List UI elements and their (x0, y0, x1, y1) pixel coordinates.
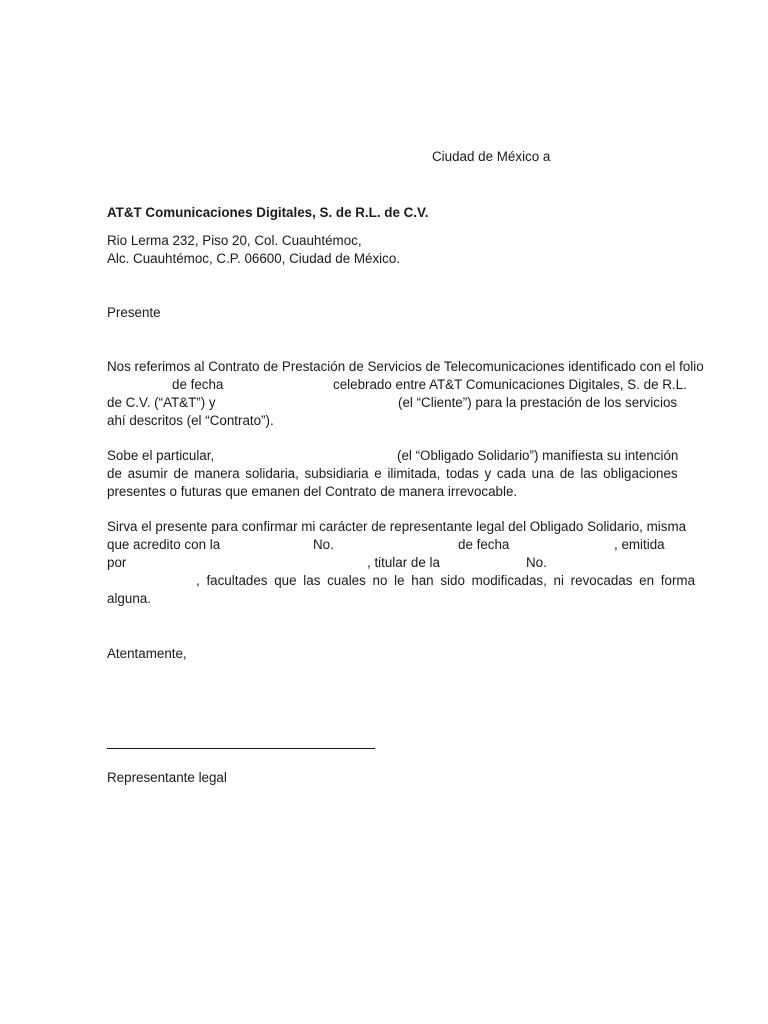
paragraph-1-line-4: ahí descritos (el “Contrato”). (107, 413, 274, 428)
paragraph-3-line-2a: que acredito con la (107, 537, 221, 552)
paragraph-1-line-2a: de fecha (172, 377, 224, 392)
address-line-1: Rio Lerma 232, Piso 20, Col. Cuauhtémoc, (107, 233, 362, 248)
paragraph-2-line-2: de asumir de manera solidaria, subsidiaria e ilimitada, todas y cada una de las obligaciones (107, 466, 678, 481)
paragraph-3-line-2b: No. (313, 537, 334, 552)
paragraph-1-line-2b: celebrado entre AT&T Comunicaciones Digitales, S. de R.L. (333, 377, 687, 392)
paragraph-3-line-3c: No. (526, 555, 547, 570)
recipient-name: AT&T Comunicaciones Digitales, S. de R.L. de C.V. (107, 205, 429, 220)
paragraph-3-line-5: alguna. (107, 591, 151, 606)
paragraph-3-line-3b: , titular de la (367, 555, 440, 570)
address-line-2: Alc. Cuauhtémoc, C.P. 06600, Ciudad de México. (107, 251, 401, 266)
paragraph-1-line-3b: (el “Cliente”) para la prestación de los servicios (398, 395, 678, 410)
paragraph-3-line-2d: , emitida (614, 537, 665, 552)
paragraph-2-line-1a: Sobe el particular, (107, 448, 215, 463)
paragraph-3-line-2c: de fecha (458, 537, 510, 552)
paragraph-2-line-3: presentes o futuras que emanen del Contrato de manera irrevocable. (107, 484, 518, 499)
paragraph-3-line-3a: por (107, 555, 127, 570)
paragraph-2-line-1b: (el “Obligado Solidario”) manifiesta su intención (397, 448, 679, 463)
paragraph-1-line-1: Nos referimos al Contrato de Prestación de Servicios de Telecomunicaciones identificado con el folio (107, 359, 704, 374)
signature-line (107, 748, 375, 749)
greeting: Presente (107, 305, 161, 320)
paragraph-1-line-3a: de C.V. (“AT&T”) y (107, 395, 216, 410)
paragraph-3-line-4: , facultades que las cuales no le han sido modificadas, ni revocadas en forma (196, 573, 696, 588)
place-date: Ciudad de México a (432, 149, 551, 164)
signature-label: Representante legal (107, 770, 227, 785)
paragraph-3-line-1: Sirva el presente para confirmar mi carácter de representante legal del Obligado Solidario, misma (107, 519, 687, 534)
closing: Atentamente, (107, 646, 187, 661)
